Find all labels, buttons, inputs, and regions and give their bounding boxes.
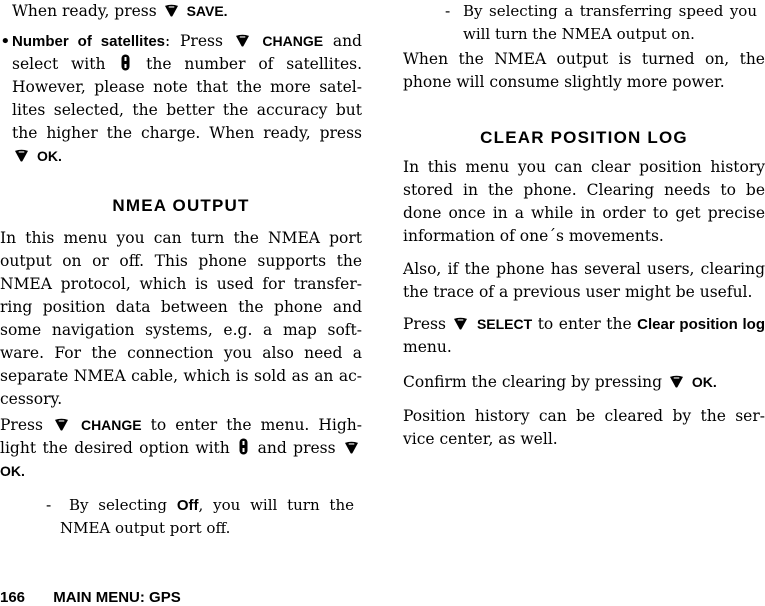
clear-log-instruction: Press SELECT to enter the Clear position log menu.	[403, 315, 765, 356]
footer-section-title: MAIN MENU: GPS	[53, 589, 181, 606]
service-center-note: Position history can be cleared by the ser-vice center, as well.	[403, 407, 765, 448]
softkey-icon	[235, 34, 250, 47]
key-label-ok: OK.	[36, 148, 62, 164]
softkey-icon	[669, 375, 684, 388]
key-label-change: CHANGE	[80, 417, 142, 433]
scroll-key-icon	[121, 54, 130, 71]
satellites-bullet: Number of satellites: Press CHANGE and select with the number of satellites. However, please note that the more satel-lites selected, the better the accuracy but the higher the charge. When ready, press OK.	[12, 32, 362, 164]
softkey-icon	[344, 441, 359, 454]
instruction-save: When ready, press SAVE.	[12, 2, 228, 20]
clear-log-description: In this menu you can clear position history stored in the phone. Clearing needs to be done once in a while in order to get precise information of one´s movements.	[403, 158, 765, 245]
dash-marker: -	[46, 496, 52, 514]
scroll-key-icon	[239, 438, 248, 455]
page-footer	[0, 589, 181, 606]
key-label-select: SELECT	[476, 316, 533, 332]
nmea-description: In this menu you can turn the NMEA port output on or off. This phone supports the NMEA protocol, which is used for transfer-ring position data between the phone and some navigation systems, e.g. a map soft-ware. For the connection you also need a separate NMEA cable, which is sold as an ac-cessory.	[0, 229, 362, 408]
confirm-instruction: Confirm the clearing by pressing OK.	[403, 373, 717, 391]
key-label-change: CHANGE	[262, 33, 324, 49]
key-label-ok: OK.	[691, 374, 717, 390]
softkey-icon	[453, 317, 468, 330]
softkey-icon	[54, 418, 69, 431]
clear-log-users-note: Also, if the phone has several users, clearing the trace of a previous user might be useful.	[403, 260, 765, 301]
option-speed: By selecting a transferring speed you will turn the NMEA output on.	[463, 2, 757, 43]
key-label-save: SAVE.	[186, 3, 228, 19]
nmea-instructions: Press CHANGE to enter the menu. High-light the desired option with and press OK.	[0, 416, 362, 479]
key-label-ok: OK.	[0, 463, 25, 479]
satellites-label: Number of satellites	[12, 33, 166, 50]
heading-clear-position-log: CLEAR POSITION LOG	[480, 128, 688, 147]
menu-name-clear-position-log: Clear position log	[637, 316, 765, 333]
option-off-label: Off	[176, 497, 199, 514]
page-number: 166	[0, 589, 26, 606]
option-off: By selecting Off, you will turn the NMEA output port off.	[60, 496, 354, 537]
bullet-icon: •	[0, 31, 11, 52]
nmea-power-note: When the NMEA output is turned on, the phone will consume slightly more power.	[403, 50, 765, 91]
softkey-icon	[164, 4, 179, 17]
softkey-icon	[14, 149, 29, 162]
heading-nmea-output: NMEA OUTPUT	[112, 196, 250, 215]
dash-marker: -	[445, 2, 451, 20]
